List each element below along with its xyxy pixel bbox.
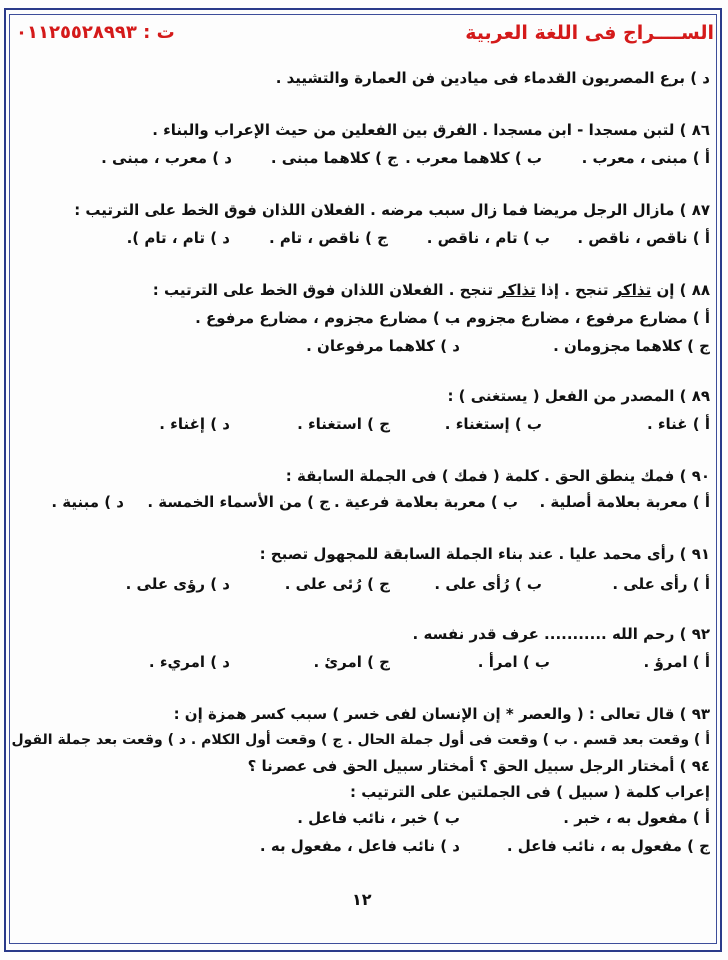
- q92-option-b[interactable]: ب ) امرأ .: [477, 653, 550, 671]
- q88-stem: ٨٨ ) إن تذاكر تنجح . إذا تذاكر تنجح . الفعلان اللذان فوق الخط على الترتيب :: [152, 281, 710, 299]
- q93-options[interactable]: أ ) وقعت بعد قسم . ب ) وقعت فى أول جملة الحال . ج ) وقعت أول الكلام . د ) وقعت بعد جملة القول: [11, 732, 710, 748]
- q90-option-d[interactable]: د ) مبنية .: [51, 493, 124, 511]
- q94-option-c[interactable]: ج ) مفعول به ، نائب فاعل .: [506, 837, 710, 855]
- q94-subquestion: إعراب كلمة ( سبيل ) فى الجملتين على الترتيب :: [350, 783, 710, 801]
- q91-option-a[interactable]: أ ) رأى على .: [612, 575, 710, 593]
- q93-stem: ٩٣ ) قال تعالى : ( والعصر * إن الإنسان لفى خسر ) سبب كسر همزة إن :: [173, 705, 710, 723]
- q90-stem: ٩٠ ) فمك ينطق الحق . كلمة ( فمك ) فى الجملة السابقة :: [285, 467, 710, 485]
- q89-option-b[interactable]: ب ) إستغناء .: [444, 415, 542, 433]
- q88-underlined-verb-1: تذاكر: [613, 281, 652, 299]
- page-title: الســــراج فى اللغة العربية: [465, 22, 714, 44]
- q92-stem: ٩٢ ) رحم الله ........... عرف قدر نفسه .: [412, 625, 710, 643]
- q89-stem: ٨٩ ) المصدر من الفعل ( يستغنى ) :: [447, 387, 710, 405]
- q87-option-a[interactable]: أ ) ناقص ، ناقص .: [577, 229, 710, 247]
- q87-option-b[interactable]: ب ) تام ، ناقص .: [426, 229, 550, 247]
- q94-option-a[interactable]: أ ) مفعول به ، خبر .: [563, 809, 710, 827]
- q87-option-c[interactable]: ج ) ناقص ، تام .: [269, 229, 388, 247]
- q86-option-b[interactable]: ب ) كلاهما معرب .: [405, 149, 542, 167]
- page-number: ١٢: [352, 890, 372, 909]
- q87-stem: ٨٧ ) مازال الرجل مريضا فما زال سبب مرضه . الفعلان اللذان فوق الخط على الترتيب :: [74, 201, 710, 219]
- q90-option-a[interactable]: أ ) معربة بعلامة أصلية .: [539, 493, 710, 511]
- q88-option-b[interactable]: ب ) مضارع مجزوم ، مضارع مرفوع .: [195, 309, 460, 327]
- intro-line: د ) برع المصريون القدماء فى ميادين فن العمارة والتشييد .: [275, 69, 710, 87]
- q89-option-d[interactable]: د ) إغناء .: [159, 415, 230, 433]
- q88-option-a[interactable]: أ ) مضارع مرفوع ، مضارع مجزوم .: [455, 309, 710, 327]
- q86-stem: ٨٦ ) لتبن مسجدا - ابن مسجدا . الفرق بين الفعلين من حيث الإعراب والبناء .: [152, 121, 710, 139]
- q89-option-c[interactable]: ج ) استغناء .: [297, 415, 390, 433]
- q86-option-c[interactable]: ج ) كلاهما مبنى .: [270, 149, 398, 167]
- q86-option-a[interactable]: أ ) مبنى ، معرب .: [581, 149, 710, 167]
- q91-stem: ٩١ ) رأى محمد عليا . عند بناء الجملة السابقة للمجهول تصبح :: [259, 545, 710, 563]
- q91-option-c[interactable]: ج ) رُئى على .: [284, 575, 390, 593]
- q92-option-c[interactable]: ج ) امرئ .: [313, 653, 390, 671]
- q89-option-a[interactable]: أ ) غناء .: [646, 415, 710, 433]
- q91-option-b[interactable]: ب ) رُأى على .: [434, 575, 542, 593]
- q86-option-d[interactable]: د ) معرب ، مبنى .: [101, 149, 232, 167]
- page-header: [14, 22, 714, 48]
- q94-option-b[interactable]: ب ) خبر ، نائب فاعل .: [297, 809, 460, 827]
- q92-option-d[interactable]: د ) امريء .: [148, 653, 230, 671]
- q87-option-d[interactable]: د ) تام ، تام ).: [126, 229, 230, 247]
- q91-option-d[interactable]: د ) رؤى على .: [125, 575, 230, 593]
- q88-option-d[interactable]: د ) كلاهما مرفوعان .: [306, 337, 460, 355]
- q90-option-b[interactable]: ب ) معربة بعلامة فرعية .: [333, 493, 518, 511]
- phone-number: ت : ٠١١٢٥٥٢٨٩٩٣: [16, 22, 175, 43]
- q88-underlined-verb-2: تذاكر: [498, 281, 536, 299]
- q90-option-c[interactable]: ج ) من الأسماء الخمسة .: [147, 493, 330, 511]
- q94-stem: ٩٤ ) أمختار الرجل سبيل الحق ؟ أمختار سبيل الحق فى عصرنا ؟: [247, 757, 710, 775]
- q92-option-a[interactable]: أ ) امرؤ .: [643, 653, 710, 671]
- q88-option-c[interactable]: ج ) كلاهما مجزومان .: [553, 337, 710, 355]
- q94-option-d[interactable]: د ) نائب فاعل ، مفعول به .: [259, 837, 460, 855]
